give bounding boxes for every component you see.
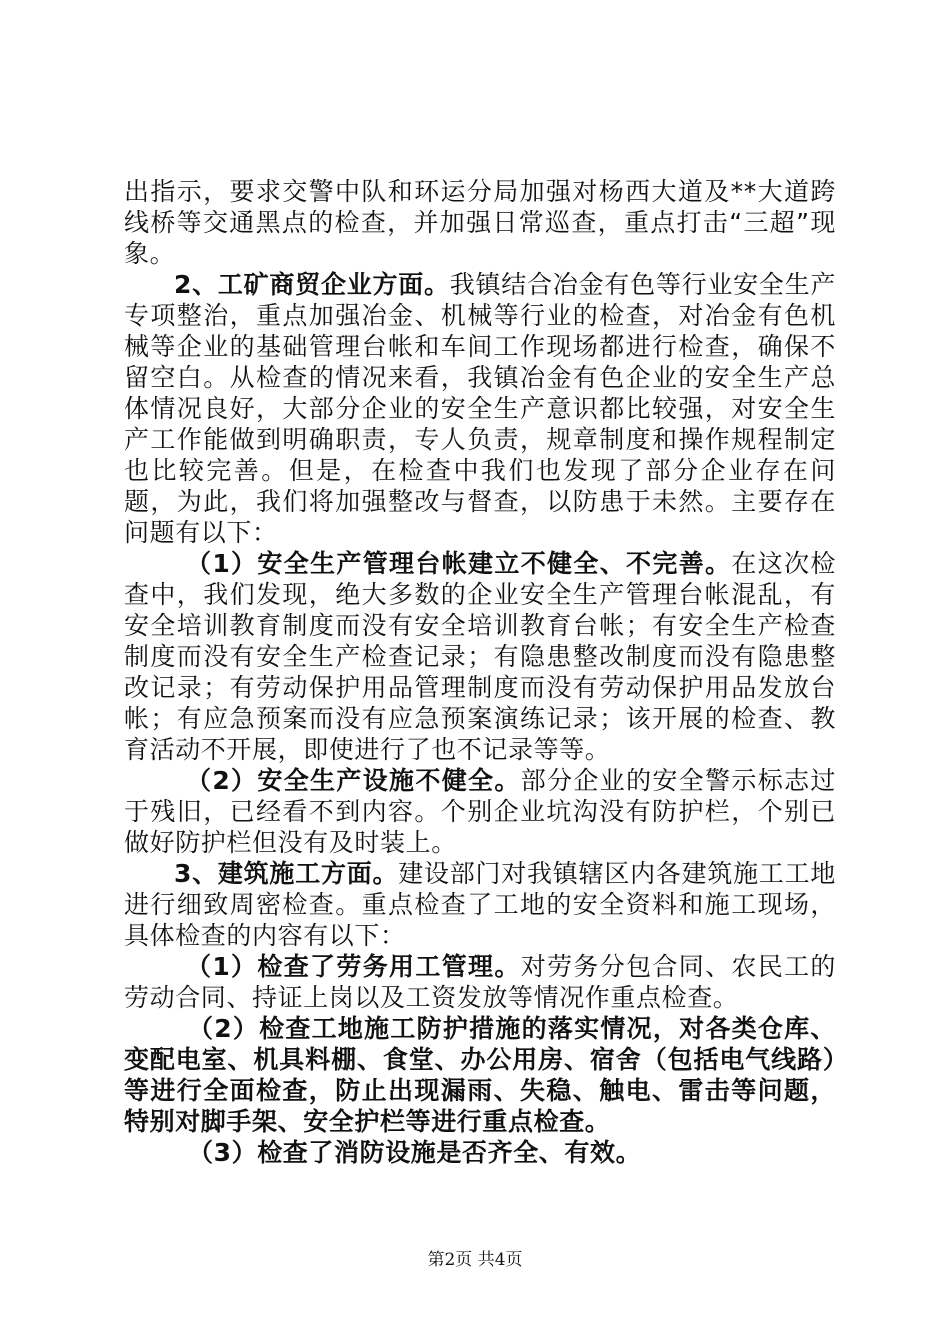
paragraph-heading: （2）安全生产设施不健全。 [186, 766, 521, 795]
document-body [124, 176, 836, 1168]
paragraph-heading: （1）检查了劳务用工管理。 [186, 952, 521, 981]
paragraph-body: 部分企业的安全警示标志过于残旧，已经看不到内容。个别企业坑沟没有防护栏，个别已做好防护栏但没有及时装上。 [124, 766, 836, 857]
paragraph-heading: 3、建筑施工方面。 [174, 859, 399, 888]
paragraph-body: 建设部门对我镇辖区内各建筑施工工地进行细致周密检查。重点检查了工地的安全资料和施工现场，具体检查的内容有以下： [124, 859, 837, 950]
paragraph-facility-issues [124, 765, 836, 858]
paragraph-body: 对劳务分包合同、农民工的劳动合同、持证上岗以及工资发放等情况作重点检查。 [124, 952, 836, 1012]
paragraph-body: （3）检查了消防设施是否齐全、有效。 [188, 1138, 642, 1167]
paragraph-body: 出指示，要求交警中队和环运分局加强对杨西大道及**大道跨线桥等交通黑点的检查，并加强日常巡查，重点打击“三超”现象。 [124, 177, 836, 268]
paragraph-ledger-issues [124, 548, 836, 765]
paragraph-traffic-continuation [124, 176, 836, 269]
page-footer [0, 1245, 950, 1270]
paragraph-fire-safety [124, 1137, 836, 1168]
paragraph-construction [124, 858, 836, 951]
paragraph-industry-trade [124, 269, 836, 548]
paragraph-heading: 2、工矿商贸企业方面。 [174, 270, 450, 299]
paragraph-body: （2）检查工地施工防护措施的落实情况，对各类仓库、变配电室、机具料棚、食堂、办公用房、宿舍（包括电气线路）等进行全面检查，防止出现漏雨、失稳、触电、雷击等问题，特别对脚手架、安全护栏等进行重点检查。 [124, 1014, 836, 1136]
paragraph-site-protection [124, 1013, 836, 1137]
paragraph-body: 我镇结合冶金有色等行业安全生产专项整治，重点加强冶金、机械等行业的检查，对冶金有色机械等企业的基础管理台帐和车间工作现场都进行检查，确保不留空白。从检查的情况来看，我镇冶金有色企业的安全生产总体情况良好，大部分企业的安全生产意识都比较强，对安全生产工作能做到明确职责，专人负责，规章制度和操作规程制定也比较完善。但是，在检查中我们也发现了部分企业存在问题，为此，我们将加强整改与督查，以防患于未然。主要存在问题有以下： [124, 270, 836, 547]
page-number-indicator: 第2页 共4页 [427, 1250, 523, 1270]
paragraph-heading: （1）安全生产管理台帐建立不健全、不完善。 [186, 549, 732, 578]
paragraph-body: 在这次检查中，我们发现，绝大多数的企业安全生产管理台帐混乱，有安全培训教育制度而没有安全培训教育台帐；有安全生产检查制度而没有安全生产检查记录；有隐患整改制度而没有隐患整改记录；有劳动保护用品管理制度而没有劳动保护用品发放台帐；有应急预案而没有应急预案演练记录；该开展的检查、教育活动不开展，即使进行了也不记录等等。 [124, 549, 837, 764]
paragraph-labor-management [124, 951, 836, 1013]
